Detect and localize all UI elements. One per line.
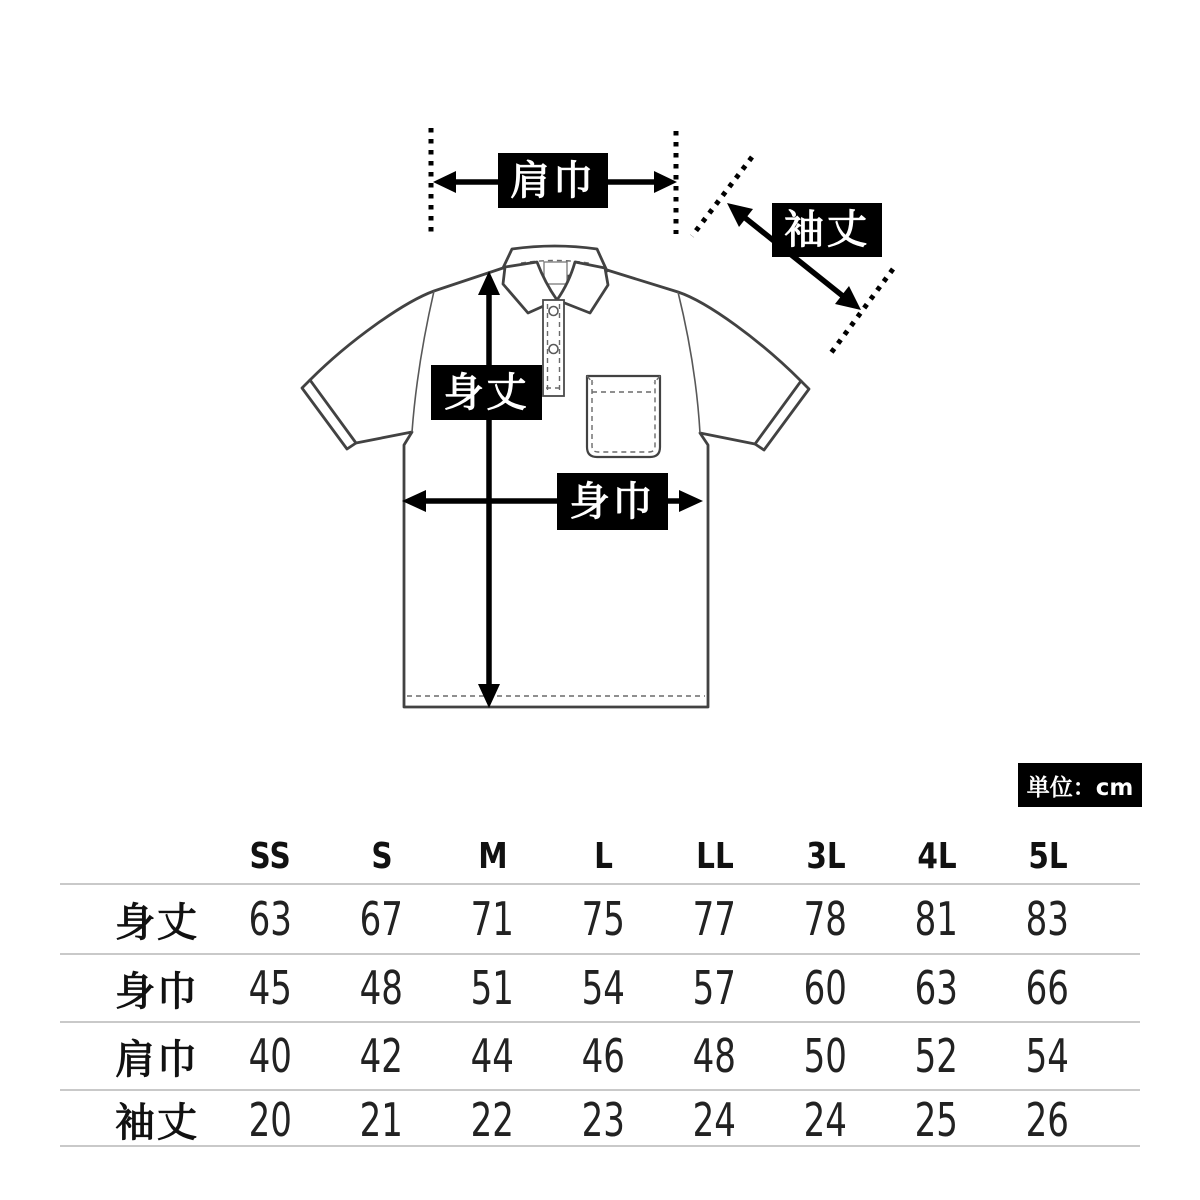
measurement-value-cell: 77	[692, 892, 737, 946]
measurement-value-cell: 50	[803, 1029, 848, 1083]
placket-button-bottom	[549, 345, 558, 354]
size-table-row	[60, 883, 1140, 953]
size-table-row	[60, 1089, 1140, 1147]
size-column-header: S	[370, 836, 393, 877]
measurement-value-cell: 45	[248, 961, 293, 1015]
neck-size-tag	[544, 262, 567, 284]
measurement-value-cell: 75	[581, 892, 626, 946]
measurement-value-cell: 26	[1025, 1092, 1070, 1147]
measurement-value-cell: 83	[1025, 892, 1070, 946]
measurement-value-cell: 54	[1025, 1029, 1070, 1083]
measurement-value-cell: 60	[803, 961, 848, 1015]
measurement-value-cell: 71	[470, 892, 515, 946]
measurement-value-cell: 44	[470, 1029, 515, 1083]
measurement-value-cell: 78	[803, 892, 848, 946]
measurement-value-cell: 25	[914, 1092, 959, 1147]
measurement-value-cell: 46	[581, 1029, 626, 1083]
shoulder-width-label: 肩巾	[498, 153, 608, 208]
polo-shirt-illustration	[302, 246, 809, 707]
measurement-value-cell: 21	[359, 1092, 404, 1147]
size-column-header: M	[477, 836, 508, 877]
size-table-row	[60, 953, 1140, 1021]
measurement-value-cell: 48	[692, 1029, 737, 1083]
measurement-value-cell: 63	[248, 892, 293, 946]
size-column-header: 3L	[805, 836, 846, 877]
sleeve-guide-bottom	[831, 269, 893, 353]
size-table-body	[60, 883, 1140, 1147]
size-column-header: SS	[249, 836, 292, 877]
measurement-value-cell: 22	[470, 1092, 515, 1147]
body-length-label: 身丈	[431, 365, 542, 420]
measurement-value-cell: 63	[914, 961, 959, 1015]
measurement-row-label: 身丈	[115, 899, 199, 946]
size-table-header-row	[60, 830, 1140, 883]
measurement-value-cell: 52	[914, 1029, 959, 1083]
measurement-row-label: 身巾	[115, 968, 199, 1015]
chest-pocket	[587, 376, 660, 457]
unit-badge: 単位：cm	[1018, 763, 1142, 807]
measurement-value-cell: 51	[470, 961, 515, 1015]
measurement-value-cell: 48	[359, 961, 404, 1015]
size-table	[60, 830, 1140, 1147]
size-table-row	[60, 1021, 1140, 1089]
body-width-label: 身巾	[557, 473, 668, 530]
measurement-value-cell: 42	[359, 1029, 404, 1083]
measurement-row-label: 袖丈	[115, 1100, 199, 1146]
size-column-header: 4L	[916, 836, 957, 877]
size-column-header: LL	[695, 836, 734, 877]
measurement-value-cell: 81	[914, 892, 959, 946]
measurement-value-cell: 24	[692, 1092, 737, 1147]
measurement-value-cell: 67	[359, 892, 404, 946]
measurement-value-cell: 24	[803, 1092, 848, 1147]
sleeve-guide-top	[692, 157, 752, 236]
measurement-value-cell: 20	[248, 1092, 293, 1147]
measurement-value-cell: 40	[248, 1029, 293, 1083]
measurement-row-label: 肩巾	[115, 1036, 199, 1083]
measurement-value-cell: 57	[692, 961, 737, 1015]
sleeve-length-label: 袖丈	[772, 203, 882, 257]
measurement-value-cell: 66	[1025, 961, 1070, 1015]
size-column-header: L	[594, 836, 613, 877]
measurement-value-cell: 54	[581, 961, 626, 1015]
measurement-value-cell: 23	[581, 1092, 626, 1147]
size-column-header: 5L	[1027, 836, 1068, 877]
placket-button-top	[549, 307, 558, 316]
